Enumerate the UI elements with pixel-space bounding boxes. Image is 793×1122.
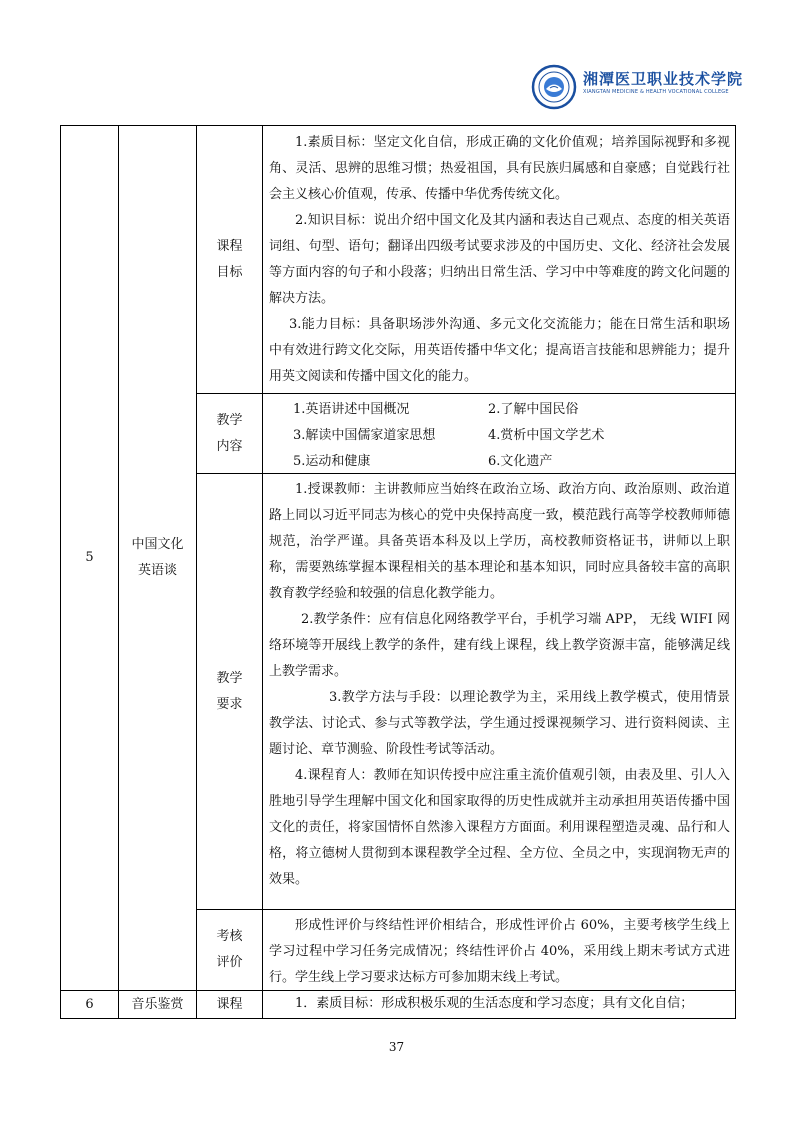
content-item: 4.赏析中国文学艺术	[488, 428, 605, 443]
requirement-methods: 3.教学方法与手段：以理论教学为主，采用线上教学模式，使用情景教学法、讨论式、参与式等教学法，学生通过授课视频学习、进行资料阅读、主题讨论、章节测验、阶段性考试等活动。	[269, 690, 730, 757]
teaching-content-list	[293, 397, 683, 475]
objective-ability: 3.能力目标：具备职场涉外沟通、多元文化交流能力；能在日常生活和职场中有效进行跨文化交际，用英语传播中华文化；提高语言技能和思辨能力；提升用英文阅读和传播中国文化的能力。	[269, 317, 730, 384]
college-name-en: XIANGTAN MEDICINE & HEALTH VOCATIONAL COLLEGE	[583, 89, 729, 95]
section-label-assessment: 考核 评价	[216, 929, 243, 970]
content-item: 5.运动和健康	[293, 454, 371, 469]
requirement-ideology: 4.课程育人：教师在知识传授中应注重主流价值观引领，由表及里、引人入胜地引导学生理解中国文化和国家取得的历史性成就并主动承担用英语传播中国文化的责任，将家国情怀自然渗入课程方方面面。利用课程塑造灵魂、品行和人格，将立德树人贯彻到本课程教学全过程、全方位、全员之中，实现润物无声的效果。	[269, 768, 730, 887]
college-name-cn: 湘潭医卫职业技术学院	[583, 70, 744, 88]
course-name	[119, 126, 196, 990]
course-name-line: 中国文化	[131, 537, 184, 552]
college-logo	[531, 62, 744, 114]
content-item: 2.了解中国民俗	[488, 402, 579, 417]
content-item: 6.文化遗产	[488, 454, 553, 469]
objective-knowledge: 2.知识目标：说出介绍中国文化及其内涵和表达自己观点、态度的相关英语词组、句型、语句；翻译出四级考试要求涉及的中国历史、文化、经济社会发展等方面内容的句子和小段落；归纳出日常生活、学习中中等难度的跨文化问题的解决方法。	[269, 213, 730, 306]
section-label-objectives: 课程	[216, 996, 243, 1012]
section-label-content: 教学 内容	[216, 412, 243, 454]
section-label-objectives: 课程 目标	[216, 238, 243, 280]
college-seal-icon	[531, 64, 577, 110]
objective-quality: 1．素质目标：形成积极乐观的生活态度和学习态度；具有文化自信；	[295, 996, 694, 1011]
requirement-teacher: 1.授课教师：主讲教师应当始终在政治立场、政治方向、政治原则、政治道路上同以习近平同志为核心的党中央保持高度一致，模范践行高等学校教师师德规范，治学严谨。具备英语本科及以上学历，高校教师资格证书，讲师以上职称，需要熟练掌握本课程相关的基本理论和基本知识，同时应具备较丰富的高职教育教学经验和较强的信息化教学能力。	[269, 482, 730, 601]
course-name: 音乐鉴赏	[131, 996, 184, 1012]
content-item: 1.英语讲述中国概况	[293, 402, 410, 417]
requirement-conditions: 2.教学条件：应有信息化网络教学平台，手机学习端 APP， 无线 WIFI 网络环境等开展线上教学的条件，建有线上课程，线上教学资源丰富，能够满足线上教学需求。	[269, 612, 730, 679]
page-number: 37	[388, 1040, 405, 1054]
course-name-line: 英语谈	[137, 563, 177, 578]
row-number: 5	[85, 550, 94, 565]
row-number: 6	[85, 996, 94, 1012]
assessment-text: 形成性评价与终结性评价相结合，形成性评价占 60%，主要考核学生线上学习过程中学习任务完成情况；终结性评价占 40%，采用线上期末考试方式进行。学生线上学习要求达标方可参加期末线上考试。	[269, 918, 730, 985]
objective-quality: 1.素质目标：坚定文化自信，形成正确的文化价值观；培养国际视野和多视角、灵活、思辨的思维习惯；热爱祖国，具有民族归属感和自豪感；自觉践行社会主义核心价值观，传承、传播中华优秀传统文化。	[269, 135, 730, 202]
course-table	[60, 125, 736, 1019]
section-label-requirements: 教学 要求	[216, 670, 243, 712]
content-item: 3.解读中国儒家道家思想	[293, 428, 436, 443]
